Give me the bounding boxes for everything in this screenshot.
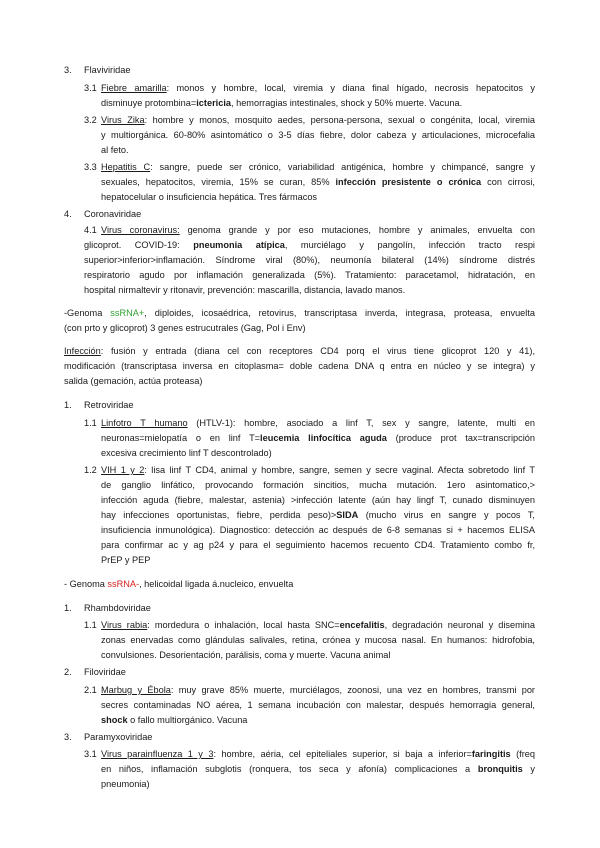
marburg-line-2: secres contaminadas NO aérea, 1 semana incubación con malestar, después hemorragia general, xyxy=(101,700,535,710)
ictericia-bold: ictericia xyxy=(196,98,231,108)
vih-line-2: de ganglio linfático, provocando formación sincitios, mucha mutación. 1ero asintomatico,> xyxy=(101,480,535,490)
infeccion-line-2: modificación (transcriptasa inversa en citoplasma= doble cadena DNA q entra en núcleo y se integra) y xyxy=(64,361,535,371)
rabia-line-1 xyxy=(101,619,535,631)
hepatitis-text: con cirrosi, xyxy=(481,177,535,187)
htlv-line-3: excesiva crecimiento linf T descontrolado) xyxy=(101,448,272,458)
vih-line-5: insuficiencia inmunológica). Diagnostico: detección ac después de 6-8 semanas si + hacemos ELISA xyxy=(101,525,535,535)
list-number: 4. xyxy=(64,209,72,219)
genoma-plus-line-2: (con prto y glicoprot) 3 genes estrucutrales (Gag, Pol i Env) xyxy=(64,323,306,333)
ssrna-minus-label: ssRNA- xyxy=(107,579,140,589)
hepatitis-text: sexuales, hepatocitos, viremia, 15% se curan, 85% xyxy=(101,177,336,187)
vih-line-7: PrEP y PEP xyxy=(101,555,151,565)
coronavirus-text: , murciélago y pangolín, infección tracto respi xyxy=(284,240,535,250)
virus-coronavirus-title: Virus coronavirus: xyxy=(101,225,180,235)
encefalitis-bold: encefalitis xyxy=(339,620,385,630)
vih-text: hay infecciones oportunistas, fiebre, perdida peso)> xyxy=(101,510,337,520)
rabia-text: , degradación neuronal y disemina xyxy=(384,620,535,630)
list-number: 3. xyxy=(64,732,72,742)
list-number: 3.2 xyxy=(84,115,97,125)
parainfluenza-text: : hombre, aéria, cel epiteliales superior, si baja a inferior= xyxy=(213,749,472,759)
list-number: 1.1 xyxy=(84,418,97,428)
zika-text: : hombre y monos, mosquito aedes, persona-persona, sexual o congénita, local, viremia xyxy=(144,115,535,125)
infeccion-text: : fusión y entrada (diana cel con receptores CD4 porq el virus tiene glicoprot 120 y 41), xyxy=(100,346,535,356)
section-heading-paramyxoviridae: Paramyxoviridae xyxy=(84,732,153,742)
section-heading-filoviridae: Filoviridae xyxy=(84,667,126,677)
coronavirus-line-4: respiratorio agudo por inflamación generalizada (5%). Tratamiento: paracetamol, hidratación, en xyxy=(84,270,535,280)
list-number: 2.1 xyxy=(84,685,97,695)
list-number: 1.1 xyxy=(84,620,97,630)
shock-bold: shock xyxy=(101,715,128,725)
list-number: 4.1 xyxy=(84,225,97,235)
list-number: 1. xyxy=(64,400,72,410)
genoma-text: -Genoma xyxy=(64,308,111,318)
marburg-text: o fallo multiorgánico. Vacuna xyxy=(127,715,248,725)
coronavirus-line-2 xyxy=(84,239,535,251)
htlv-text: neuronas=mielopatía o en linf T= xyxy=(101,433,261,443)
vih-line-4 xyxy=(101,509,535,521)
rabia-line-2: zonas enervadas como glándulas salivales, retina, crónea y mucosa nasal. En humanos: hidrofobia, xyxy=(101,635,535,645)
htlv-text: (produce prot tax=transcripción xyxy=(386,433,535,443)
bronquitis-bold: bronquitis xyxy=(477,764,523,774)
rabia-line-3: convulsiones. Desorientación, parálisis, coma y muerte. Vacuna animal xyxy=(101,650,391,660)
genoma-minus-line xyxy=(64,578,293,590)
coronavirus-line-1 xyxy=(101,224,535,236)
hepatitis-c-title: Hepatitis C xyxy=(101,162,151,172)
infeccion-label: Infección xyxy=(64,346,101,356)
fiebre-text: disminuye protombina= xyxy=(101,98,197,108)
infeccion-line-1 xyxy=(64,345,535,357)
marburg-text: : muy grave 85% muerte, murciélagos, zoonosi, una vez en hombres, transmi por xyxy=(170,685,535,695)
infeccion-line-3: salida (gemación, actúa proteasa) xyxy=(64,376,203,386)
list-number: 2. xyxy=(64,667,72,677)
vih-line-3: infección aguda (fiebre, malestar, astenia) >infección latente (aún hay lingf T, cunado disminuyen xyxy=(101,495,535,505)
zika-line-3: al feto. xyxy=(101,145,129,155)
htlv-line-1 xyxy=(101,417,535,429)
parainfluenza-title: Virus parainfluenza 1 y 3 xyxy=(101,749,214,759)
fiebre-line-1 xyxy=(101,82,535,94)
vih-text: : lisa linf T CD4, animal y hombre, sangre, semen y secre vaginal. Afecta sobretodo linf T xyxy=(144,465,535,475)
faringitis-bold: faringitis xyxy=(471,749,511,759)
hepatitis-line-2 xyxy=(101,176,535,188)
section-heading-rhabdoviridae: Rhambdoviridae xyxy=(84,603,151,613)
vih-title: VIH 1 y 2 xyxy=(101,465,145,475)
parainfluenza-line-1 xyxy=(101,748,535,760)
list-number: 3.1 xyxy=(84,83,97,93)
section-heading-coronaviridae: Coronaviridae xyxy=(84,209,142,219)
virus-rabia-title: Virus rabia xyxy=(101,620,148,630)
htlv-text: (HTLV-1): hombre, asociado a linf T, sex y sangre, latente, multi en xyxy=(187,418,535,428)
linfotro-t-humano-title: Linfotro T humano xyxy=(101,418,188,428)
zika-line-1 xyxy=(101,114,535,126)
fiebre-amarilla-title: Fiebre amarilla xyxy=(101,83,167,93)
fiebre-line-2 xyxy=(101,97,462,109)
list-number: 3. xyxy=(64,65,72,75)
hepatitis-line-3: hepatocelular o insuficiencia hepática. Tres fármacos xyxy=(101,192,318,202)
vih-text: (mucho virus en sangre y pocos T, xyxy=(358,510,535,520)
vih-line-1 xyxy=(101,464,535,476)
infeccion-persistente-bold: infección presistente o crónica xyxy=(335,177,482,187)
genoma-text: , diploides, icosaédrica, retovirus, transcriptasa inverda, integrasa, proteasa, envuelta xyxy=(144,308,535,318)
coronavirus-line-3: superior>inferior>inflamación. Síndrome viral (80%), neumonía bilateral (14%) síndrome distrés xyxy=(84,255,535,265)
coronavirus-text: genoma grande y por eso mutaciones, hombre y animales, envuelta con xyxy=(179,225,535,235)
ssrna-plus-label: ssRNA+ xyxy=(110,308,145,318)
marburg-line-1 xyxy=(101,684,535,696)
parainfluenza-line-2 xyxy=(101,763,535,775)
hepatitis-line-1 xyxy=(101,161,535,173)
fiebre-text: : monos y hombre, local, viremia y diana final hígado, necrosis hepatocitos y xyxy=(166,83,535,93)
genoma-plus-line-1 xyxy=(64,307,535,319)
rabia-text: : mordedura o inhalación, local hasta SNC= xyxy=(147,620,340,630)
leucemia-bold: leucemia linfocítica aguda xyxy=(260,433,387,443)
section-heading-flaviviridae: Flaviviridae xyxy=(84,65,131,75)
list-number: 3.3 xyxy=(84,162,97,172)
parainfluenza-line-3: pneumonia) xyxy=(101,779,150,789)
marburg-line-3 xyxy=(101,714,247,726)
sida-bold: SIDA xyxy=(336,510,359,520)
vih-line-6: para confirmar ac y ag p24 y para el seguimiento hacemos recuento CD4. Tratamiento combo fr, xyxy=(101,540,535,550)
parainfluenza-text: (freq xyxy=(510,749,535,759)
marburg-ebola-title: Marbug y Ébola xyxy=(101,685,171,695)
htlv-line-2 xyxy=(101,432,535,444)
section-heading-retroviridae: Retroviridae xyxy=(84,400,134,410)
genoma-text: , helicoidal ligada á.nucleico, envuelta xyxy=(139,579,294,589)
parainfluenza-text: y xyxy=(522,764,535,774)
parainfluenza-text: en niños, inflamación subglotis (ronquera, tos seca y afonía) complicaciones a xyxy=(101,764,478,774)
fiebre-text: , hemorragias intestinales, shock y 50% muerte. Vacuna. xyxy=(230,98,463,108)
hepatitis-text: : sangre, puede ser crónico, variabilidad antigénica, hombre y chimpancé, sangre y xyxy=(150,162,535,172)
coronavirus-text: glicoprot. COVID-19: xyxy=(84,240,194,250)
genoma-text: - Genoma xyxy=(64,579,108,589)
pneumonia-atipica-bold: pneumonia atípica xyxy=(193,240,285,250)
virus-zika-title: Virus Zika xyxy=(101,115,145,125)
list-number: 1.2 xyxy=(84,465,97,475)
zika-line-2: y multiorgánica. 60-80% asintomático o 3-5 días fiebre, dolor cabeza y articulaciones, microcefalia xyxy=(101,130,535,140)
list-number: 1. xyxy=(64,603,72,613)
coronavirus-line-5: hospital nirmaltevir y ritonavir, prevención: mascarilla, distancia, lavado manos. xyxy=(84,285,406,295)
list-number: 3.1 xyxy=(84,749,97,759)
